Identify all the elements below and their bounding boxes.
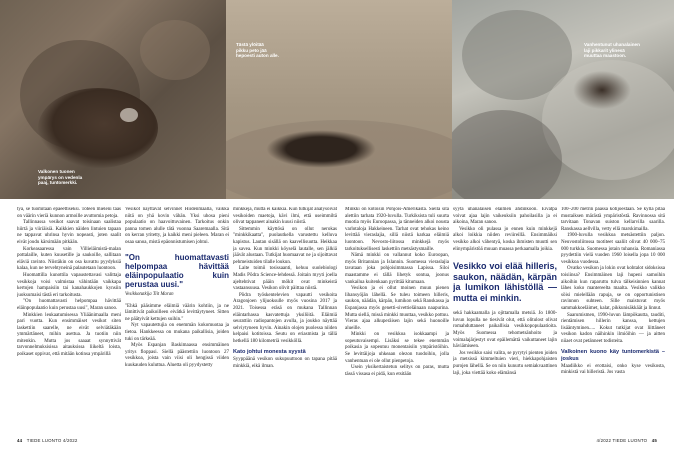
left-photo-caption: Valkonen tuonen ympärys on vedenla paaj, tuntomerkki. xyxy=(38,169,83,186)
paragraph: Usein yksikertaistetun selitys on paras, mutta tässä vissasa ei pidä, kun etsitään xyxy=(345,365,449,377)
left-page-footer xyxy=(17,438,78,443)
paragraph: Saarumismen, 1990-luvun lämpökautta, tauditi, rientämisen hillerin kanssa, kettujen lisääntyminen..... Kokut tutkijat ovat liittäneet vesikon kadon näihinkin ilmiöihin — ja aitten niiaet ovat petänneet todisteita. xyxy=(561,312,665,344)
mid-photo-caption: Tästä ylöitää pikku peto jää hepoesti auton alle. xyxy=(236,42,279,59)
paragraph: "Ehkä pääsimme eläimiä väärin kohtiin, ja ne lämittivät paikoilleen eivätkä levittäytyneet. Sitten ne päätyivät kettujen suihin." xyxy=(125,303,229,322)
paragraph: Minkki on kotoisin Pohjois-Amerikasta. Siellä sitä alettiin tarhata 1920-luvulla. Turkiksista tuli suurta muotia myös Euroopassa, ja tänneiden alkoi nousta varlotaloja Hakkeineen. Tarhat ovat tehokas keino levittää vieraslajia, sillä niistä karkaa eläimiä luontoon. Nevosto-liitossa minkkejä myös tarkoituksellisesti laskettiin metsästysmaille. xyxy=(345,207,449,252)
paragraph: 100–200 metrin päässä kotijoestaan. Se kyllä pitää mustaiksen märästä ympäristöstä. Ravinnossa sitä tarvitaan Tonavan suiston kellarvilla saarilla. Ranskassa aellvilla, vetty ellä marskimailla. xyxy=(561,207,665,232)
mink-animal xyxy=(38,88,158,168)
paragraph: "On huomattavasti helpompaa hävittää eläinpopulaatio kuin perustaa uusi", Maran sanoo. xyxy=(17,299,121,311)
paragraph: tyä, se tuomitaan epäeettiseksi. Toteen mieleni taas on väärin vieriä kunnon armoille avuttomia petoja. xyxy=(17,207,121,219)
rocks-photo xyxy=(452,0,674,199)
paragraph: 1900-luvulla vesikkoa metsästettiin paljon. Neuvostoliitossa tuotiteet saaliit olivat 40 000–75 000 turkkia. Suomessa jotain tuhansia. Romaniassa pyydettiin vielä vuoden 1960 loisella jopa 10 000 vesikkoa vuodessa. xyxy=(561,233,665,265)
road-photo xyxy=(226,0,452,199)
paragraph: Jos vesikko saisi valita, se pyrytyi pienten joiden ja metsissä kimmeltuien vieri, hiekkapohjaisten purojen lähellä. Se on niin kunurtu semiakvaattinen laji, joka viettää koko elämänsä xyxy=(453,350,557,376)
paragraph: Põdra työskentelevien vapautti vesikoita Aragonjoen ylijuoksulle myös vuosina 2017 ja 2021. Toisessa eräsä on mukana Tallinnan eläintarhassa kasvatettuja yksilöitä. Eläimiä seurattiin radiopantojen avulla, ja joukko näyttää selviytyneen hyvin. Ainakin olojen puolessa niiden kelpaisi kotitoissa. Seutu on eriasmista ja tällä hetkellä 180 kilometriä vesikköllä. xyxy=(233,292,337,344)
highlight-heading: Vesikko voi elää hilleris, saukon, näädän, kärpän ja lumikon lähistöllä — mutta ei minkin. xyxy=(453,261,557,303)
paragraph: Vesikot näyttävät selvinnet Hiidenmaalla, vaikka niitä on yhä kovin vähän. Yksi uhosa pieni populaatio on haavoittuvainen. Tarkoitus onkin panna tomen alulle tätä vuonna Saaremaalla. Sitä on kerran yritetty, ja kaikki meni pieleen. Maran ei osaa sanoa, mistä epäonnistumisen johtui. xyxy=(125,207,229,245)
paragraph: Minkkien leukaatumisessa Yliäänimaalla meni pari vuotta. Kun ensimmäiset vesikot siten laskettiin saarelle, ne eivät selviätäkään ymmärtäneet, mihin asettua. Ja tuotiin niin mitenkin. Mutta jos saaaat synnyttivät tarvonnelmuksisissa aitauksissa liikeltä loista, poikaset oppivat, että mitään kotinsa ympärillä xyxy=(17,312,121,358)
paragraph: Korkeasaaressa vain Villieläimistä-malan pottalaille, kuten kuusetille ja saukoille, sallitaan eläviä ravinto. Niistäkin on osa kuvattu pyydyksiä kalaa, kun ne tervehtyneinä palautetaan luontoon. xyxy=(17,246,121,272)
paragraph: Sittemmin käyttösä on ollut nerokas "minkkikaatta", puolautkella varustettu kelluva kapistus. Lautan sisällä on kaavellisuutta. Heikkaa ja savea. Kun minkki köyselä lautalle, sen jälkiä jäävät alustaan. Tutkijat huomaavat ne ja sijoittavat pehmeistuiden tilalle loukun. xyxy=(233,226,337,265)
paragraph: Syyppäänä vesikon sukupuuttoon on tapana pitää minkkiä, eikä ilman. xyxy=(233,357,337,369)
text-column-4 xyxy=(345,207,449,433)
paragraph: Huomattilla kunottila vapaustettavasi valittaja vesikkoja voisi valmistaa vähintään vaikkapa kertojen hampaisiin tai kanahaukkojen kynsiin juoksumaisi tästä eri tarkoitusta. xyxy=(17,272,121,298)
mink-on-rocks xyxy=(572,70,632,110)
paragraph: syytä uhanalaisen eläimen ahdinkoon. Eivätpä voivat ajaa lajin vaikeuksiin pahoilasilla ja ei aikoina, Maran sanoo. xyxy=(453,207,557,226)
paragraph: Laite toimii tosissaanti, kehuu suolebiologi Madis Põdra Science-lehdessä. Joitain myyti joella ajeltehtivat pääin mökit ovat minkeistä vastaansuusa. Vesikon olivit päittaa niistä. xyxy=(233,266,337,292)
pull-quote-source: Vesikkotutkija Tiit Maran xyxy=(125,291,174,297)
paragraph: minkkejä, mutta ei kaikkia. Kun tutkijat analysoivat vesikoiden maetoja, kävi ilmi, että useimmiltä olivat tappaneet ainakin kuusi niistä. xyxy=(233,207,337,226)
paragraph: Minkki on vesikkoa isokkaampi ja sopeutuvaisempi. Lisäksi se tekee enemmän poikasia ja sopeutuu monentaisiin ympäristöihin. Se levittäijoja uhkeaan olezon tuodoihin, jolla vanhentuan ei ole ollut pienpetoja. xyxy=(345,332,449,364)
text-column-2 xyxy=(125,207,229,433)
text-column-1 xyxy=(17,207,121,433)
mink-photo xyxy=(0,0,226,199)
right-publication: 4/2022 TIEDE LUONTO xyxy=(596,438,648,443)
right-page-footer xyxy=(597,438,657,443)
paragraph: Vesikon ja ei ollut moinen muun pienen lihansyöjän lähellä. Se tuleu toimeen hilleris, saukon, näädän, kärpän, lumikon sekä Ranskassa ja Espanjassa myös genetti-sivettieläinaan naapurina. Mutta siellä, missä minkki muuttaa, vesikko pottuu. Vieras ajaa alkuperäisen lajin sekä huonoille alueille. xyxy=(345,286,449,331)
paragraph: sekä hakkaamalla ja ojittamalla metsiä. Jo 1800-luvun lopulla ne tiesivät olut, että olitulost olivat romahduttaneet paikallisia vesikkopopulaatioita. Myös Suomessa tehometsänhoito ja voimalajärjestyt ovat epäilemättä vaikuttaneet lajin häviämiseen. xyxy=(453,311,557,350)
text-column-5 xyxy=(453,207,557,433)
paragraph: Nämä minkki on vallannut koko Euroopan, myös Britannian ja Islannin. Suomessa vieraslajia tavataan joka pohjoisimmassa Lapissa. Siloi maastamme ei tällä lihetyk sontua, joonus vankailua kuitenkaan pyrittää kitumaan. xyxy=(345,253,449,285)
paragraph: Tallinnassa vesikot saavat toisinaan saalistaa hiirtä ja viiriäisiä. Kaikkien näiden lintuien tapaan ne tappavat uhrinsa hyvin nopeasti, joten saalit eivät joudu kärsimään pitkään. xyxy=(17,220,121,245)
paragraph: Vesikko oli pulassa jo ennen kuin minkkejä alkoi loikkia niiden reviireillä. Ensimmäiksi vesikko alkoi vähentyä, koska ihmisten muutti sen elinympäristöä muuan muassa perkaamalla joikia. xyxy=(453,226,557,252)
paragraph: Nyt vapautettujia on enemmän kokomuotaa ja tietoa. Hankkeessa on mukana paikallisia, joiden tuki on tärkeää. xyxy=(125,323,229,342)
text-column-6 xyxy=(561,207,665,433)
paragraph: Myös Espanjan Baskimaassa ensimmäinen yritys floppasi. Siellä päästettiin luontoon 27 vesikkoa, joista vain viisi oli hengissä viiden kuukauden kuluttua. Aluetta oli pyydystetty xyxy=(125,343,229,368)
photo-spread xyxy=(0,0,674,199)
paragraph: Ovatko vesikon ja lokin ovat kohtalot sidoksissa toisiinsa? Ensimmäinen laji hupeni samoihin aikoihin kun raparuttu tulva tälkeisinnien kannat lähes koko mantereelta maalta. Vesikko valikko söisi mielellään rapuja, se on opportunistisen ravinnon suhteen. Sille maistuvat myös sammakkoeläimet, kalat, pikkunisäkkäät ja linnut. xyxy=(561,266,665,311)
subheading: Kato johtui monesta syystä xyxy=(233,349,306,356)
pull-quote: "On huomattavasti helpompaa hävittää eläinpopulaatio kuin perustaa uusi." xyxy=(125,252,229,289)
right-photo-caption: Vanhentunut uhanalainen laji pikkarit ylinesä muuttaa maastoon. xyxy=(584,42,640,59)
paragraph: Maadiikko ei erottaisi, onko kyse vesikosta, minkistä vai hilleristä. Jos vasta xyxy=(561,363,665,376)
mink-on-road xyxy=(266,130,376,168)
right-page-number: 45 xyxy=(651,438,657,443)
left-page-number: 44 xyxy=(17,438,23,443)
left-publication: TIEDE LUONTO 4/2022 xyxy=(26,438,78,443)
text-column-3 xyxy=(233,207,337,433)
subheading: Valkoinen kuono käy tuntomerkistä – joskus xyxy=(561,349,665,363)
